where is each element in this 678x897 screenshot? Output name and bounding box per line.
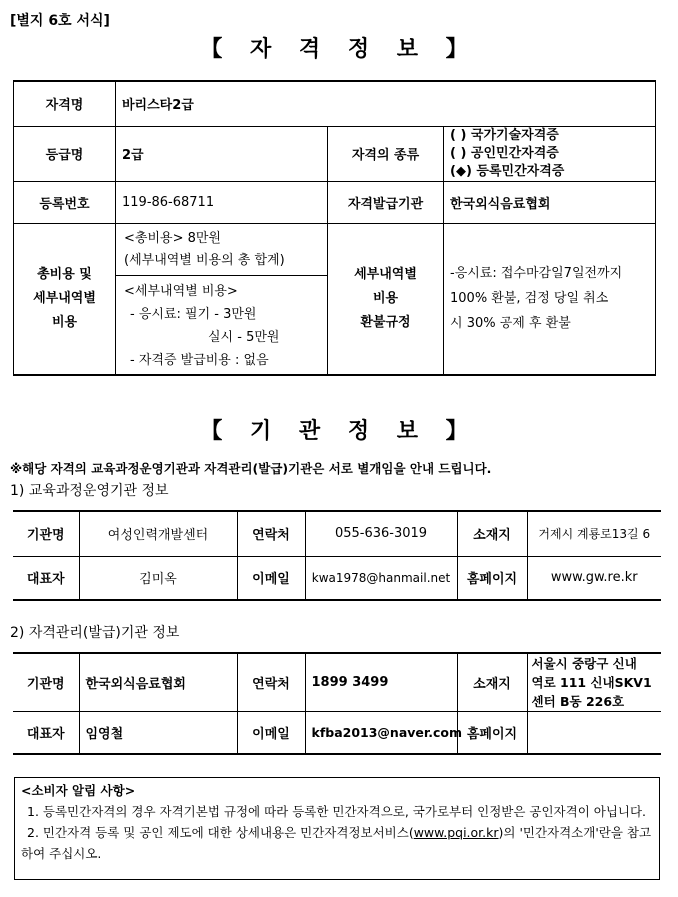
refund-line: -응시료: 접수마감일7일전까지 xyxy=(450,266,623,282)
total-cost-note: (세부내역별 비용의 총 합계) xyxy=(124,252,285,268)
notice-2-text: 2. 민간자격 등록 및 공인 제도에 대한 상세내용은 민간자격정보서비스( xyxy=(27,825,414,840)
address-line: 역로 111 신내SKV1 xyxy=(531,675,652,690)
org1-homepage-label: 홈페이지 xyxy=(457,556,527,600)
refund-line: 시 30% 공제 후 환불 xyxy=(450,316,571,332)
issuer-value: 한국외식음료협회 xyxy=(444,181,656,223)
org2-homepage-label: 홈페이지 xyxy=(457,712,527,754)
org1-rep-value: 김미옥 xyxy=(79,556,237,600)
consumer-notice-2 xyxy=(21,822,653,864)
cost-label-line: 총비용 및 xyxy=(37,266,92,282)
refund-label xyxy=(328,223,444,375)
reg-number-label: 등록번호 xyxy=(14,181,116,223)
issuer-label: 자격발급기관 xyxy=(328,181,444,223)
org2-contact-value: 1899 3499 xyxy=(305,653,457,712)
breakdown-title: <세부내역별 비용> xyxy=(124,283,238,299)
org-info-title: 【 기 관 정 보 】 xyxy=(200,419,478,444)
form-label: [별지 6호 서식] xyxy=(10,13,110,29)
consumer-notice-1: 1. 등록민간자격의 경우 자격기본법 규정에 따라 등록한 민간자격으로, 국가로부터 인정받은 공인자격이 아닙니다. xyxy=(27,804,647,819)
breakdown-practical-fee: 실시 - 5만원 xyxy=(208,329,280,345)
org1-contact-label: 연락처 xyxy=(237,511,305,556)
qual-type-label: 자격의 종류 xyxy=(328,126,444,181)
org1-address-value: 거제시 계룡로13길 6 xyxy=(527,511,661,556)
org2-email-value: kfba2013@naver.com xyxy=(305,712,457,754)
notice-text: ※해당 자격의 교육과정운영기관과 자격관리(발급)기관은 서로 별개임을 안내 드립니다. xyxy=(10,461,492,476)
cost-label-line: 비용 xyxy=(51,314,78,330)
org1-email-value: kwa1978@hanmail.net xyxy=(305,556,457,600)
qual-type-options xyxy=(444,126,656,181)
issuer-org-table xyxy=(13,652,661,755)
section-issuer-org: 2) 자격관리(발급)기관 정보 xyxy=(10,625,180,641)
org2-contact-label: 연락처 xyxy=(237,653,305,712)
cost-breakdown-box xyxy=(116,276,327,372)
org1-rep-label: 대표자 xyxy=(13,556,79,600)
grade-label: 등급명 xyxy=(14,126,116,181)
cost-label xyxy=(14,223,116,375)
refund-label-line: 세부내역별 xyxy=(354,266,417,282)
type-option-national: ( ) 국가기술자격증 xyxy=(450,127,559,143)
address-line: 서울시 중랑구 신내 xyxy=(531,656,637,671)
qual-name-value: 바리스타2급 xyxy=(116,81,656,126)
refund-line: 100% 환불, 검정 당일 취소 xyxy=(450,291,609,307)
pqi-link[interactable]: www.pqi.or.kr xyxy=(413,825,499,840)
refund-policy xyxy=(444,223,656,375)
refund-label-line: 환불규정 xyxy=(360,314,411,330)
refund-label-line: 비용 xyxy=(372,290,399,306)
org1-name-value: 여성인력개발센터 xyxy=(79,511,237,556)
breakdown-issue-fee: - 자격증 발급비용 : 없음 xyxy=(130,352,269,368)
notice-2-text-end: )의 '민간자격소개'란을 참고하여 주십시오. xyxy=(21,825,652,861)
section-edu-org: 1) 교육과정운영기관 정보 xyxy=(10,483,169,499)
consumer-notice-box xyxy=(14,777,660,880)
qual-info-table xyxy=(13,80,656,376)
org2-rep-value: 임영철 xyxy=(79,712,237,754)
org2-name-value: 한국외식음료협회 xyxy=(79,653,237,712)
reg-number-value: 119-86-68711 xyxy=(116,181,328,223)
cost-label-line: 세부내역별 xyxy=(33,290,96,306)
org1-homepage-value[interactable]: www.gw.re.kr xyxy=(527,556,661,600)
org2-rep-label: 대표자 xyxy=(13,712,79,754)
grade-value: 2급 xyxy=(116,126,328,181)
cost-detail-cell xyxy=(116,223,328,375)
org1-address-label: 소재지 xyxy=(457,511,527,556)
org2-homepage-value[interactable] xyxy=(527,712,661,754)
total-cost-line: <총비용> 8만원 xyxy=(124,230,221,246)
qual-info-title: 【 자 격 정 보 】 xyxy=(200,37,478,62)
org2-email-label: 이메일 xyxy=(237,712,305,754)
breakdown-exam-fee: - 응시료: 필기 - 3만원 xyxy=(130,306,257,322)
org1-name-label: 기관명 xyxy=(13,511,79,556)
type-option-registered: (◆) 등록민간자격증 xyxy=(450,163,565,179)
org2-address-value xyxy=(527,653,661,712)
org2-address-label: 소재지 xyxy=(457,653,527,712)
total-cost-box xyxy=(116,224,327,276)
address-line: 센터 B동 226호 xyxy=(531,694,625,709)
org1-contact-value: 055-636-3019 xyxy=(305,511,457,556)
org2-name-label: 기관명 xyxy=(13,653,79,712)
consumer-notice-title: <소비자 알림 사항> xyxy=(21,783,136,798)
org1-email-label: 이메일 xyxy=(237,556,305,600)
edu-org-table xyxy=(13,510,661,601)
type-option-certified: ( ) 공인민간자격증 xyxy=(450,145,559,161)
qual-name-label: 자격명 xyxy=(14,81,116,126)
